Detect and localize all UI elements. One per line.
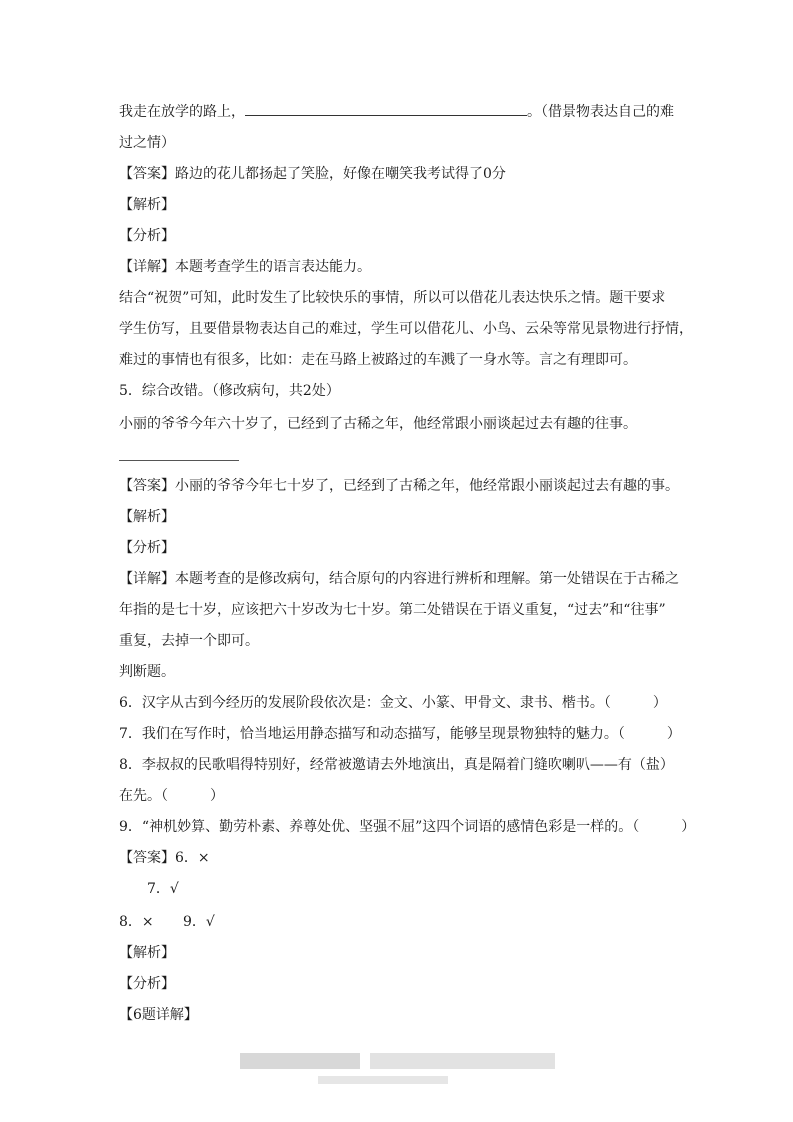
detail-4-text: 学生仿写，且要借景物表达自己的难过，学生可以借花儿、小鸟、云朵等常见景物进行抒情， (119, 321, 693, 337)
answer-6: 【答案】6．× (119, 850, 210, 866)
analysis-subheading: 【分析】 (119, 540, 175, 556)
question-7: 7．我们在写作时，恰当地运用静态描写和动态描写，能够呈现景物独特的魅力。（ ） (119, 726, 681, 742)
question-8-cont: 在先。（ ） (119, 788, 224, 804)
detail-4-text: 结合“祝贺”可知，此时发生了比较快乐的事情，所以可以借花儿表达快乐之情。题干要求 (119, 290, 666, 306)
detail-4-text: 难过的事情也有很多，比如：走在马路上被路过的车溅了一身水等。言之有理即可。 (119, 352, 637, 368)
analysis-heading: 【解析】 (119, 197, 175, 213)
question-5-sentence: 小丽的爷爷今年六十岁了，已经到了古稀之年，他经常跟小丽谈起过去有趣的往事。 (119, 416, 637, 432)
question-9: 9．“神机妙算、勤劳朴素、养尊处优、坚强不屈”这四个词语的感情色彩是一样的。（ ） (119, 819, 696, 835)
question-suffix-cont: 过之情） (119, 135, 175, 151)
answer-blank (245, 103, 527, 116)
detail-5-text: 年指的是七十岁，应该把六十岁改为七十岁。第二处错误在于语义重复，“过去”和“往事” (119, 602, 666, 618)
answer-5: 【答案】小丽的爷爷今年七十岁了，已经到了古稀之年，他经常跟小丽谈起过去有趣的事。 (119, 478, 679, 494)
analysis-subheading: 【分析】 (119, 228, 175, 244)
blurred-footer (318, 1076, 448, 1084)
analysis-heading: 【解析】 (119, 509, 175, 525)
fill-in-question-line (119, 102, 674, 122)
analysis-heading: 【解析】 (119, 945, 175, 961)
question-suffix: 。（借景物表达自己的难 (527, 104, 674, 120)
answer-9: 9．√ (183, 914, 215, 930)
question-6: 6．汉字从古到今经历的发展阶段依次是：金文、小篆、甲骨文、隶书、楷书。（ ） (119, 695, 667, 711)
blurred-footer (370, 1053, 555, 1069)
answer-4: 【答案】路边的花儿都扬起了笑脸，好像在嘲笑我考试得了0分 (119, 166, 506, 182)
answer-8: 8．× (119, 914, 154, 930)
detail-6-heading: 【6题详解】 (119, 1007, 198, 1023)
answer-7: 7．√ (147, 881, 179, 897)
section-judgement: 判断题。 (119, 664, 175, 680)
analysis-subheading: 【分析】 (119, 976, 175, 992)
question-8: 8．李叔叔的民歌唱得特别好，经常被邀请去外地演出，真是隔着门缝吹喇叭——有（盐） (119, 757, 674, 773)
answer-line-divider (119, 460, 239, 461)
question-5: 5．综合改错。（修改病句，共2处） (119, 383, 340, 399)
detail-5-text: 重复，去掉一个即可。 (119, 633, 259, 649)
detail-4: 【详解】本题考查学生的语言表达能力。 (119, 259, 371, 275)
blurred-footer (240, 1053, 360, 1069)
question-prefix: 我走在放学的路上， (119, 104, 245, 120)
detail-5: 【详解】本题考查的是修改病句，结合原句的内容进行辨析和理解。第一处错误在于古稀之 (119, 571, 679, 587)
